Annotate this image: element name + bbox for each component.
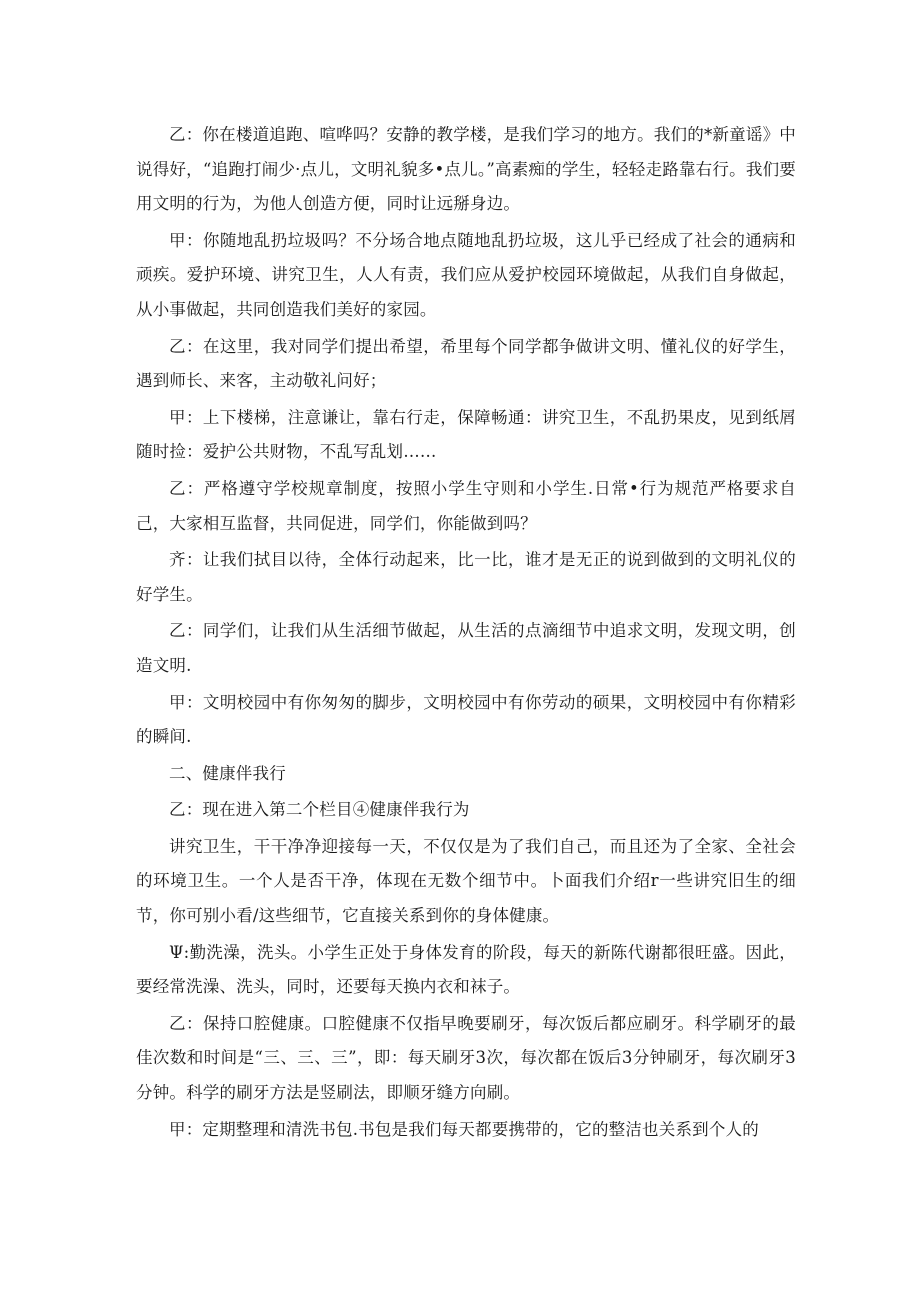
paragraph: Ψ:勤洗澡，洗头。小学生正处于身体发育的阶段，每天的新陈代谢都很旺盛。因此，要经常洗澡、洗头，同时，还要每天换内衣和袜子。 — [136, 942, 796, 997]
paragraph: 乙：保持口腔健康。口腔健康不仅指早晚要刷牙，每次饭后都应刷牙。科学刷牙的最佳次数和时间是“三、三、三”，即：每天刷牙3次，每次都在饭后3分钟刷牙，每次刷牙3分钟。科学的刷牙方法是竖刷法，即顺牙缝方向刷。 — [136, 1013, 796, 1103]
paragraph: 甲：你随地乱扔垃圾吗？不分场合地点随地乱扔垃圾，这儿乎已经成了社会的通病和顽疾。爱护环境、讲究卫生，人人有责，我们应从爱护校园环境做起，从我们自身做起，从小事做起，共同创造我们美好的家园。 — [136, 230, 796, 319]
paragraph: 讲究卫生，干干净净迎接每一天，不仅仅是为了我们自己，而且还为了全家、全社会的环境卫生。一个人是否干净，体现在无数个细节中。卜面我们介绍r一些讲究旧生的细节，你可别小看/这些细节，它直接关系到你的身体健康。 — [136, 836, 796, 926]
document-body — [136, 118, 796, 1149]
paragraph: 甲：上下楼梯，注意谦让，靠右行走，保障畅通：讲究卫生，不乱扔果皮，见到纸屑随时捡：爱护公共财物，不乱写乱划…… — [136, 407, 796, 462]
paragraph: 乙：同学们，让我们从生活细节做起，从生活的点滴细节中追求文明，发现文明，创造文明. — [136, 621, 796, 675]
paragraph: 乙：现在进入第二个栏目④健康伴我行为 — [169, 800, 470, 820]
paragraph: 甲：定期整理和清洗书包.书包是我们每天都要携带的，它的整洁也关系到个人的 — [169, 1119, 759, 1139]
paragraph: 乙：你在楼道追跑、喧哗吗？安静的教学楼，是我们学习的地方。我们的*新童谣》中说得好，“追跑打闹少·点儿，文明礼貌多•点儿。”高素痴的学生，轻轻走路靠右行。我们要用文明的行为，为他人创造方便，同时让远掰身边。 — [136, 125, 796, 214]
paragraph: 乙：在这里，我对同学们提出希望，希里每个同学都争做讲文明、懂礼仪的好学生，遇到师长、来客，主动敬礼问好； — [136, 336, 796, 391]
paragraph: 甲：文明校园中有你匆匆的脚步，文明校园中有你劳动的硕果，文明校园中有你精彩的瞬间. — [136, 692, 796, 747]
paragraph: 乙：严格遵守学校规章制度，按照小学生守则和小学生.日常•行为规范严格要求自己，大家相互监督，共同促进，同学们，你能做到吗？ — [136, 478, 796, 533]
paragraph: 齐：让我们拭目以待，全体行动起来，比一比，谁才是无正的说到做到的文明礼仪的好学生。 — [136, 550, 796, 604]
section-heading: 二、健康伴我行 — [169, 763, 286, 783]
